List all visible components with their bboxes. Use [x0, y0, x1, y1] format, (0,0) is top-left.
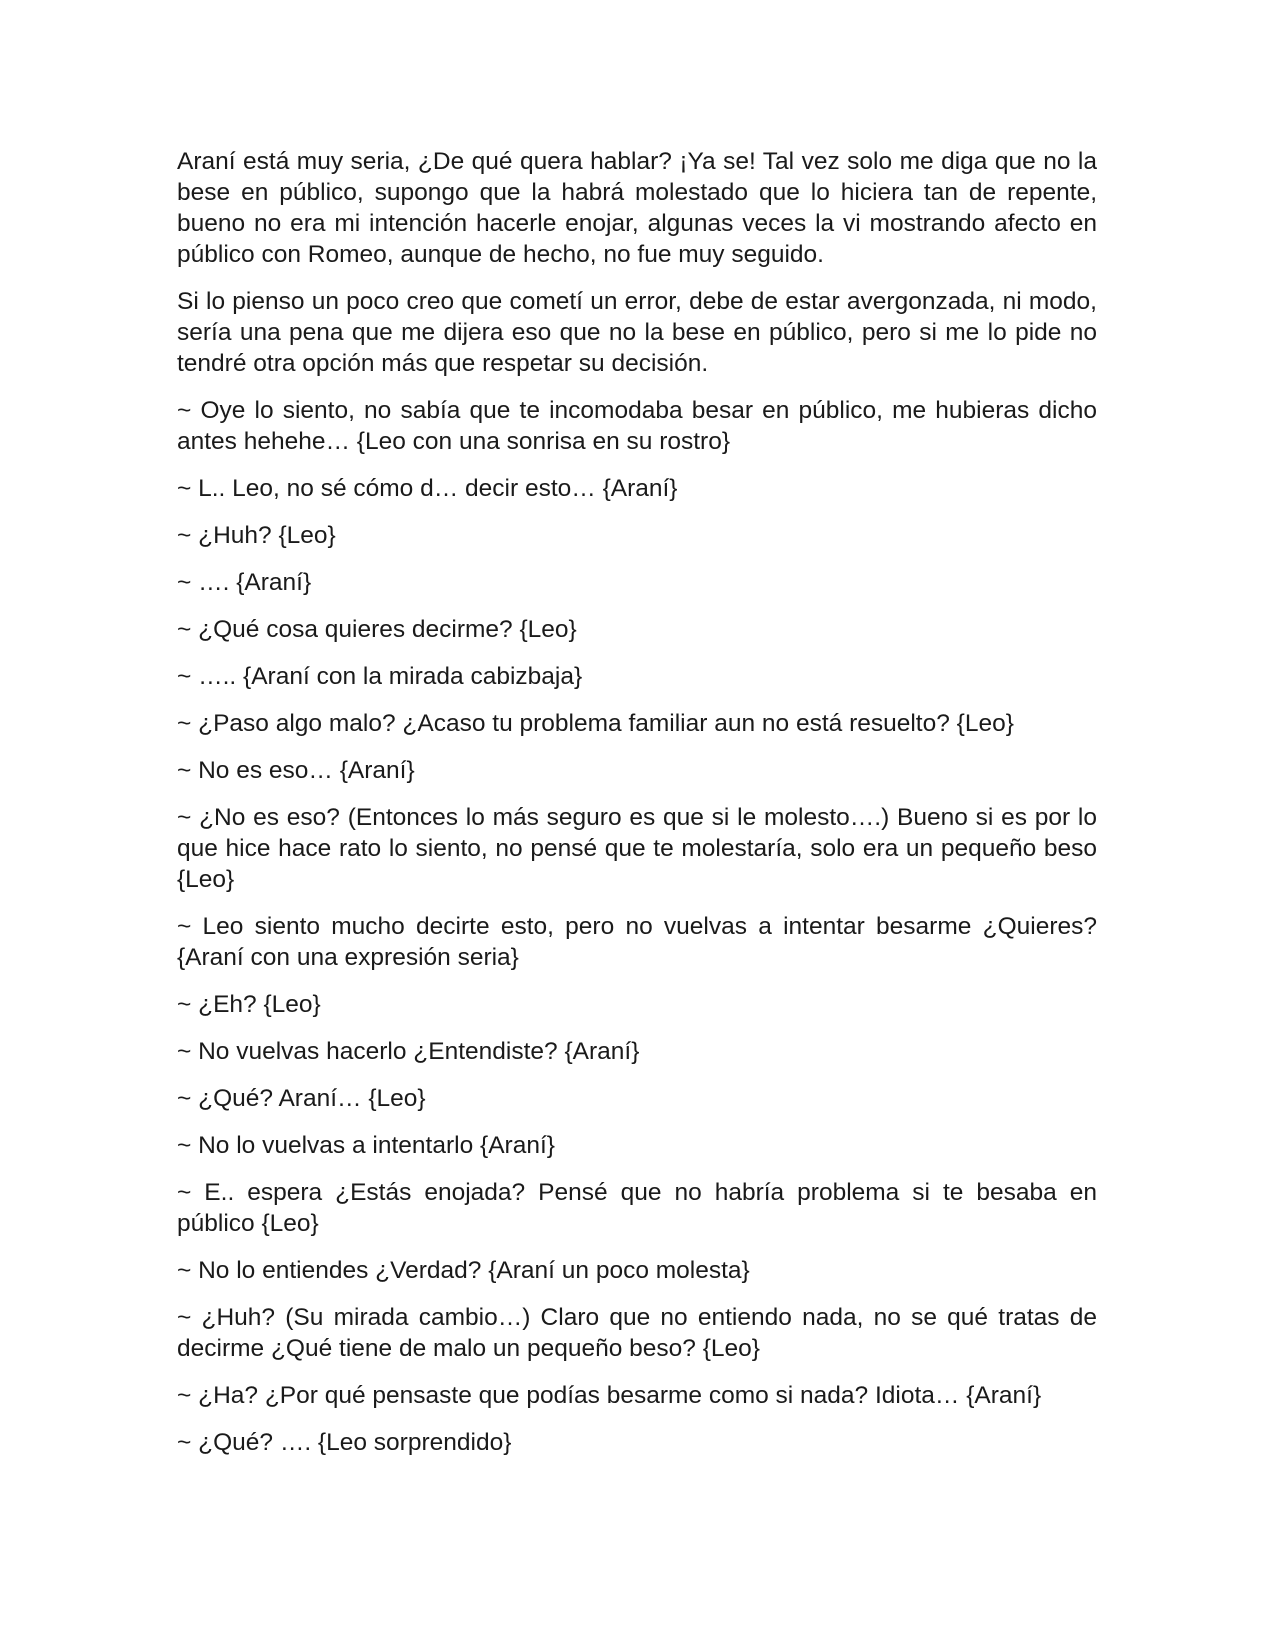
dialogue-line: ~ ¿No es eso? (Entonces lo más seguro es que si le molesto….) Bueno si es por lo que hice hace rato lo siento, no pensé que te molestaría, solo era un pequeño beso {Leo}: [177, 804, 1097, 893]
dialogue-line: ~ No lo vuelvas a intentarlo {Araní}: [177, 1132, 555, 1159]
dialogue-line: ~ ¿Qué? Araní… {Leo}: [177, 1085, 426, 1112]
dialogue-line: ~ ¿Qué cosa quieres decirme? {Leo}: [177, 616, 577, 643]
dialogue-line: ~ ….. {Araní con la mirada cabizbaja}: [177, 663, 583, 690]
narration-paragraph: Si lo pienso un poco creo que cometí un error, debe de estar avergonzada, ni modo, sería una pena que me dijera eso que no la bese en público, pero si me lo pide no tendré otra opción más que respetar su decisión.: [177, 288, 1097, 377]
dialogue-line: ~ No es eso… {Araní}: [177, 757, 415, 784]
dialogue-line: ~ ¿Ha? ¿Por qué pensaste que podías besarme como si nada? Idiota… {Araní}: [177, 1382, 1042, 1409]
dialogue-line: ~ Oye lo siento, no sabía que te incomodaba besar en público, me hubieras dicho antes hehehe… {Leo con una sonrisa en su rostro}: [177, 397, 1097, 455]
dialogue-line: ~ L.. Leo, no sé cómo d… decir esto… {Araní}: [177, 475, 678, 502]
dialogue-line: ~ No lo entiendes ¿Verdad? {Araní un poco molesta}: [177, 1257, 750, 1284]
document-page: [177, 146, 1097, 1474]
dialogue-line: ~ Leo siento mucho decirte esto, pero no vuelvas a intentar besarme ¿Quieres? {Araní con una expresión seria}: [177, 913, 1097, 971]
dialogue-line: ~ No vuelvas hacerlo ¿Entendiste? {Araní}: [177, 1038, 640, 1065]
narration-paragraph: Araní está muy seria, ¿De qué quera hablar? ¡Ya se! Tal vez solo me diga que no la bese en público, supongo que la habrá molestado que lo hiciera tan de repente, bueno no era mi intención hacerle enojar, algunas veces la vi mostrando afecto en público con Romeo, aunque de hecho, no fue muy seguido.: [177, 148, 1097, 268]
dialogue-line: ~ ¿Paso algo malo? ¿Acaso tu problema familiar aun no está resuelto? {Leo}: [177, 710, 1014, 737]
dialogue-line: ~ ¿Qué? …. {Leo sorprendido}: [177, 1429, 512, 1456]
dialogue-line: ~ E.. espera ¿Estás enojada? Pensé que no habría problema si te besaba en público {Leo}: [177, 1179, 1097, 1237]
dialogue-line: ~ ¿Huh? (Su mirada cambio…) Claro que no entiendo nada, no se qué tratas de decirme ¿Qué tiene de malo un pequeño beso? {Leo}: [177, 1304, 1097, 1362]
dialogue-line: ~ …. {Araní}: [177, 569, 312, 596]
dialogue-line: ~ ¿Eh? {Leo}: [177, 991, 321, 1018]
dialogue-line: ~ ¿Huh? {Leo}: [177, 522, 336, 549]
